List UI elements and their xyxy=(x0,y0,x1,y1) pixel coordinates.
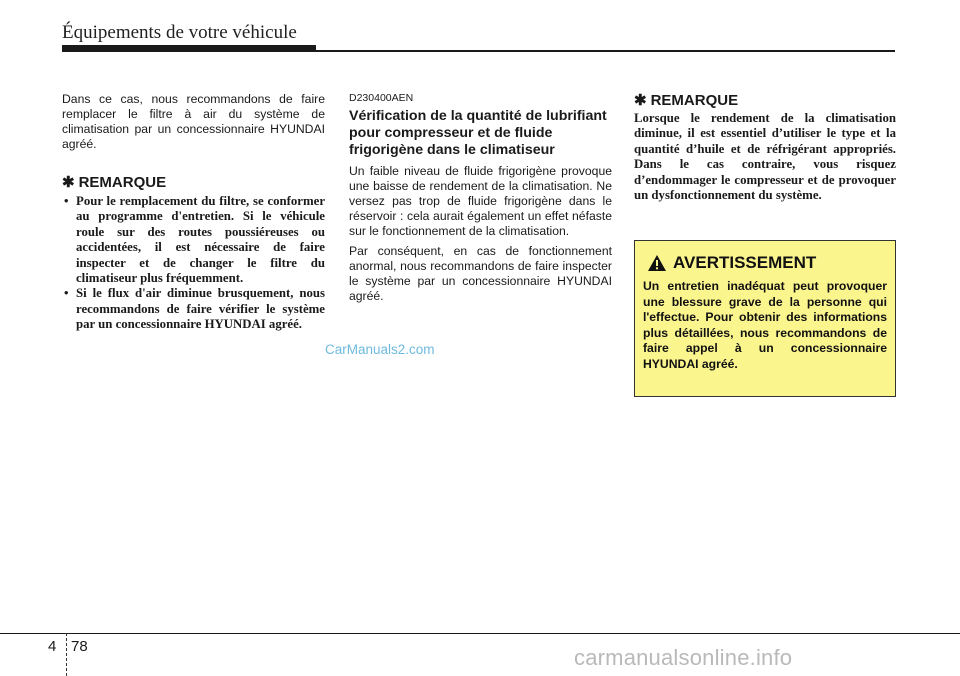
column-middle xyxy=(349,92,612,304)
warning-title: AVERTISSEMENT xyxy=(673,253,817,272)
note-bullet-list xyxy=(62,194,325,333)
chapter-number: 4 xyxy=(48,638,57,655)
column-left xyxy=(62,92,325,333)
note-title: REMARQUE xyxy=(650,92,739,109)
footer-rule xyxy=(0,633,960,634)
body-paragraph: Un faible niveau de fluide frigorigène provoque une baisse de rendement de la climatisation. Ne versez pas trop de fluide frigorigène dans le réservoir : cela aurait également un effet néfaste sur le fonctionnement de la climatisation. xyxy=(349,164,612,238)
page-header-title: Équipements de votre véhicule xyxy=(62,22,297,43)
list-item: • Pour le remplacement du filtre, se conformer au programme d'entretien. Si le véhicule roule sur des routes poussiéreuses ou accidentées, il est nécessaire de faire inspecter et de changer le filtre du climatiseur plus fréquemment. xyxy=(62,194,325,286)
column-right xyxy=(634,92,896,203)
asterisk-icon: ✱ xyxy=(634,92,647,109)
section-code: D230400AEN xyxy=(349,92,414,104)
note-heading xyxy=(634,92,896,110)
page-number: 78 xyxy=(71,638,88,655)
section-title: Vérification de la quantité de lubrifiant pour compresseur et de fluide frigorigène dans le climatiseur xyxy=(349,108,607,158)
note-title: REMARQUE xyxy=(78,174,167,191)
watermark-carmanuals: CarManuals2.com xyxy=(325,342,435,357)
list-item: • Si le flux d'air diminue brusquement, nous recommandons de faire vérifier le système par un concessionnaire HYUNDAI agréé. xyxy=(62,286,325,332)
note-heading xyxy=(62,174,325,192)
warning-text: Un entretien inadéquat peut provoquer une blessure grave de la personne qui l'effectue. Pour obtenir des informations plus détaillées, nous recommandons de faire appel à un concessionnaire HYUNDAI agréé. xyxy=(643,279,887,371)
note-text: Lorsque le rendement de la climatisation diminue, il est essentiel d’utiliser le type et la quantité d’huile et de réfrigérant appropriés. Dans le cas contraire, vous risquez d’endommager le compresseur et de provoquer un dysfonctionnement du système. xyxy=(634,111,896,203)
asterisk-icon: ✱ xyxy=(62,174,75,191)
warning-box xyxy=(634,240,896,397)
body-paragraph: Par conséquent, en cas de fonctionnement anormal, nous recommandons de faire inspecter le système par un concessionnaire HYUNDAI agréé. xyxy=(349,244,612,303)
header-thin-rule xyxy=(62,50,895,52)
watermark-site: carmanualsonline.info xyxy=(574,645,793,670)
warning-heading xyxy=(647,253,816,273)
intro-paragraph: Dans ce cas, nous recommandons de faire remplacer le filtre à air du système de climatisation par un concessionnaire HYUNDAI agréé. xyxy=(62,92,325,151)
warning-triangle-icon xyxy=(647,254,667,272)
footer-divider xyxy=(66,633,67,676)
